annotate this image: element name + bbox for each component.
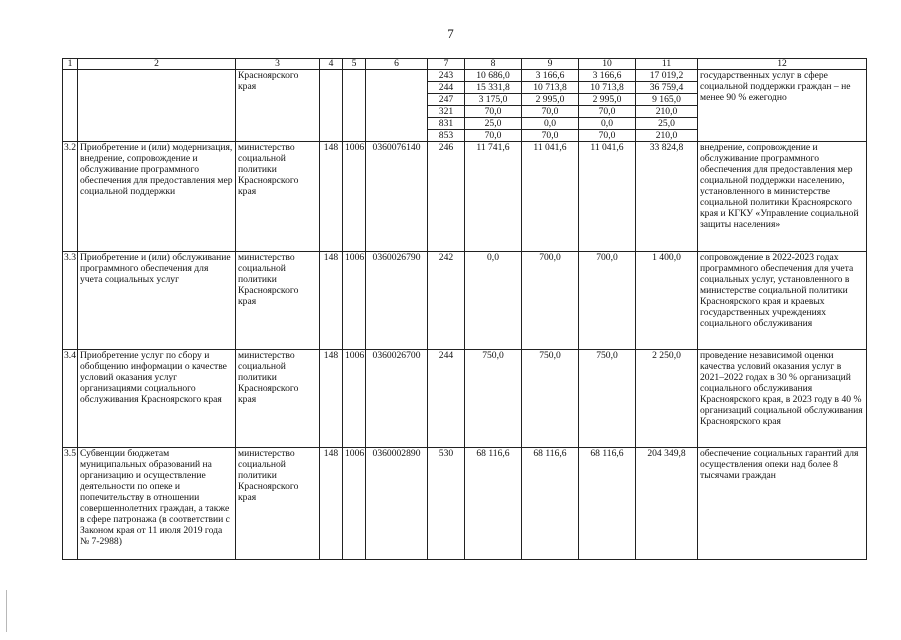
row-index: 3.5 bbox=[63, 448, 78, 560]
responsible-ministry: министерство социальной политики Красноярского края bbox=[236, 350, 320, 448]
header-cell: 1 bbox=[63, 59, 78, 70]
total-cell: 2 250,0 bbox=[636, 350, 698, 448]
amount-cell: 68 116,6 bbox=[465, 448, 522, 560]
expense-code-cell: 244 bbox=[428, 350, 465, 448]
code-cell: 148 bbox=[320, 252, 343, 350]
responsible-ministry: министерство социальной политики Красноярского края bbox=[236, 142, 320, 252]
header-cell: 2 bbox=[78, 59, 236, 70]
amount-cell: 70,0 bbox=[465, 130, 522, 142]
expense-code-cell: 246 bbox=[428, 142, 465, 252]
result-cell: сопровождение в 2022-2023 годах программного обеспечения для учета социальных услуг, установленного в министерстве социальной политики Красноярского края и краевых государственных учреждениях социального обслуживания bbox=[698, 252, 867, 350]
amount-cell: 3 166,6 bbox=[579, 70, 636, 82]
expense-code-cell: 853 bbox=[428, 130, 465, 142]
expense-code-cell: 530 bbox=[428, 448, 465, 560]
amount-cell: 11 741,6 bbox=[465, 142, 522, 252]
header-cell: 12 bbox=[698, 59, 867, 70]
table-row bbox=[63, 142, 867, 252]
expense-code-cell: 321 bbox=[428, 106, 465, 118]
continuation-col5-cell bbox=[343, 70, 366, 142]
header-cell: 4 bbox=[320, 59, 343, 70]
total-cell: 9 165,0 bbox=[636, 94, 698, 106]
page-number: 7 bbox=[447, 26, 454, 41]
total-cell: 36 759,4 bbox=[636, 82, 698, 94]
code-cell: 1006 bbox=[343, 142, 366, 252]
code-cell: 0360026790 bbox=[366, 252, 428, 350]
header-cell: 10 bbox=[579, 59, 636, 70]
amount-cell: 750,0 bbox=[465, 350, 522, 448]
total-cell: 204 349,8 bbox=[636, 448, 698, 560]
expense-code-cell: 831 bbox=[428, 118, 465, 130]
header-cell: 9 bbox=[522, 59, 579, 70]
header-cell: 8 bbox=[465, 59, 522, 70]
code-cell: 148 bbox=[320, 350, 343, 448]
header-cell: 11 bbox=[636, 59, 698, 70]
code-cell: 0360076140 bbox=[366, 142, 428, 252]
amount-cell: 15 331,8 bbox=[465, 82, 522, 94]
continuation-col6-cell bbox=[366, 70, 428, 142]
amount-cell: 68 116,6 bbox=[522, 448, 579, 560]
row-index: 3.2 bbox=[63, 142, 78, 252]
amount-cell: 0,0 bbox=[579, 118, 636, 130]
amount-cell: 3 175,0 bbox=[465, 94, 522, 106]
amount-cell: 0,0 bbox=[465, 252, 522, 350]
result-cell: внедрение, сопровождение и обслуживание программного обеспечения для предоставления мер социальной поддержки населению, установленного в министерстве социальной политики Красноярского края и КГКУ «Управление социальной защиты населения» bbox=[698, 142, 867, 252]
amount-cell: 70,0 bbox=[522, 106, 579, 118]
amount-cell: 70,0 bbox=[579, 106, 636, 118]
amount-cell: 70,0 bbox=[465, 106, 522, 118]
scan-edge-mark bbox=[6, 590, 7, 632]
amount-cell: 700,0 bbox=[522, 252, 579, 350]
code-cell: 0360026700 bbox=[366, 350, 428, 448]
expense-code-cell: 244 bbox=[428, 82, 465, 94]
code-cell: 0360002890 bbox=[366, 448, 428, 560]
result-cell: государственных услуг в сфере социальной поддержки граждан – не менее 90 % ежегодно bbox=[698, 70, 867, 142]
code-cell: 1006 bbox=[343, 252, 366, 350]
total-cell: 17 019,2 bbox=[636, 70, 698, 82]
amount-cell: 70,0 bbox=[522, 130, 579, 142]
amount-cell: 10 686,0 bbox=[465, 70, 522, 82]
amount-cell: 0,0 bbox=[522, 118, 579, 130]
code-cell: 1006 bbox=[343, 448, 366, 560]
amount-cell: 3 166,6 bbox=[522, 70, 579, 82]
continuation-name-cell bbox=[78, 70, 236, 142]
continuation-row bbox=[63, 70, 867, 82]
total-cell: 1 400,0 bbox=[636, 252, 698, 350]
amount-cell: 700,0 bbox=[579, 252, 636, 350]
row-index: 3.4 bbox=[63, 350, 78, 448]
header-cell: 7 bbox=[428, 59, 465, 70]
amount-cell: 25,0 bbox=[465, 118, 522, 130]
expense-code-cell: 242 bbox=[428, 252, 465, 350]
amount-cell: 10 713,8 bbox=[579, 82, 636, 94]
header-cell: 3 bbox=[236, 59, 320, 70]
total-cell: 210,0 bbox=[636, 130, 698, 142]
amount-cell: 70,0 bbox=[579, 130, 636, 142]
total-cell: 33 824,8 bbox=[636, 142, 698, 252]
result-cell: проведение независимой оценки качества условий оказания услуг в 2021–2022 годах в 30 % организаций социального обслуживания Красноярского края, в 2023 году в 40 % организаций социальной обслуживания Красноярского края bbox=[698, 350, 867, 448]
amount-cell: 11 041,6 bbox=[522, 142, 579, 252]
amount-cell: 68 116,6 bbox=[579, 448, 636, 560]
activity-name: Приобретение и (или) обслуживание программного обеспечения для учета социальных услуг bbox=[78, 252, 236, 350]
amount-cell: 2 995,0 bbox=[579, 94, 636, 106]
amount-cell: 10 713,8 bbox=[522, 82, 579, 94]
responsible-ministry: министерство социальной политики Красноярского края bbox=[236, 252, 320, 350]
continuation-index-cell bbox=[63, 70, 78, 142]
amount-cell: 750,0 bbox=[579, 350, 636, 448]
budget-table bbox=[62, 58, 867, 560]
amount-cell: 2 995,0 bbox=[522, 94, 579, 106]
amount-cell: 11 041,6 bbox=[579, 142, 636, 252]
expense-code-cell: 243 bbox=[428, 70, 465, 82]
continuation-col4-cell bbox=[320, 70, 343, 142]
activity-name: Приобретение и (или) модернизация, внедрение, сопровождение и обслуживание программного обеспечения для предоставления мер социальной поддержки bbox=[78, 142, 236, 252]
total-cell: 25,0 bbox=[636, 118, 698, 130]
header-cell: 5 bbox=[343, 59, 366, 70]
header-cell: 6 bbox=[366, 59, 428, 70]
code-cell: 1006 bbox=[343, 350, 366, 448]
result-cell: обеспечение социальных гарантий для осуществления опеки над более 8 тысячами граждан bbox=[698, 448, 867, 560]
amount-cell: 750,0 bbox=[522, 350, 579, 448]
table-row bbox=[63, 252, 867, 350]
table-row bbox=[63, 350, 867, 448]
code-cell: 148 bbox=[320, 142, 343, 252]
table-row bbox=[63, 448, 867, 560]
activity-name: Приобретение услуг по сбору и обобщению информации о качестве условий оказания услуг организациями социального обслуживания Красноярского края bbox=[78, 350, 236, 448]
row-index: 3.3 bbox=[63, 252, 78, 350]
expense-code-cell: 247 bbox=[428, 94, 465, 106]
activity-name: Субвенции бюджетам муниципальных образований на организацию и осуществление деятельности по опеке и попечительству в отношении совершеннолетних граждан, а также в сфере патронажа (в соответствии с Законом края от 11 июля 2019 года № 7-2988) bbox=[78, 448, 236, 560]
continuation-ministry-cell: Красноярского края bbox=[236, 70, 320, 142]
code-cell: 148 bbox=[320, 448, 343, 560]
header-row bbox=[63, 59, 867, 70]
total-cell: 210,0 bbox=[636, 106, 698, 118]
responsible-ministry: министерство социальной политики Красноярского края bbox=[236, 448, 320, 560]
